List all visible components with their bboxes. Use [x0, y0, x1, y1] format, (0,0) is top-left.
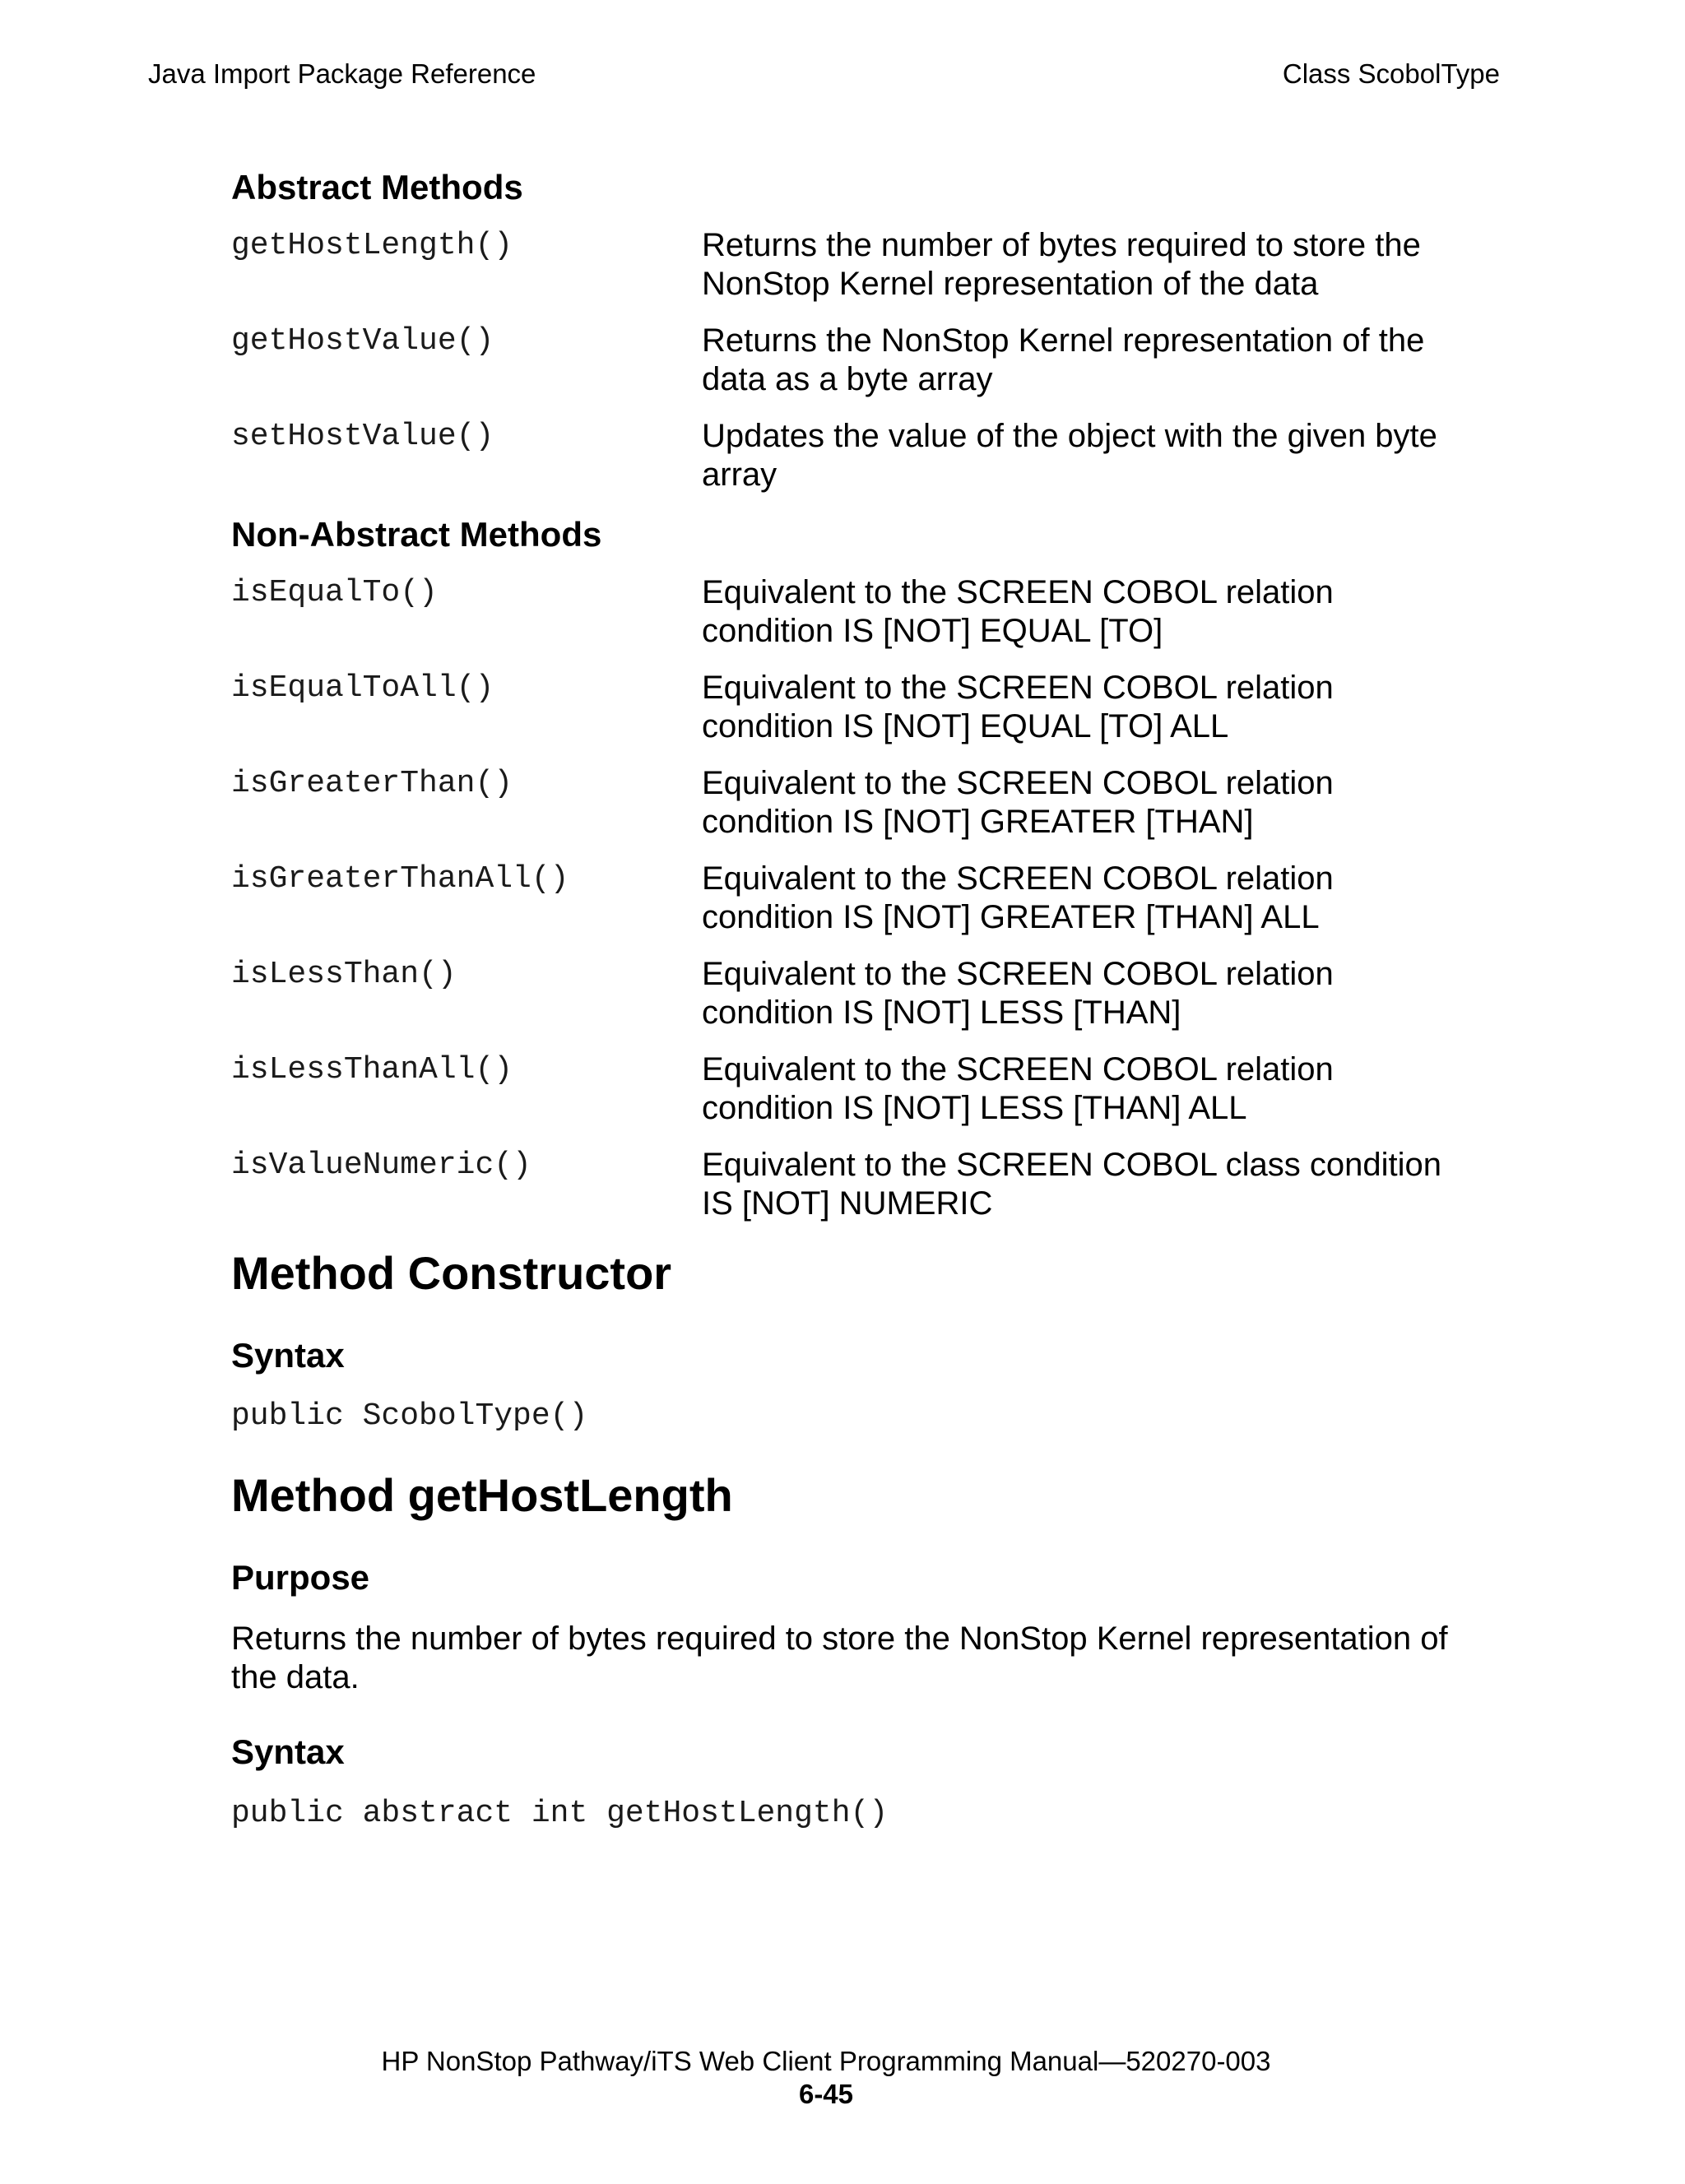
- method-row: [231, 764, 1465, 842]
- method-row: [231, 955, 1465, 1032]
- method-description: Equivalent to the SCREEN COBOL relation condition IS [NOT] EQUAL [TO]: [702, 574, 1334, 649]
- purpose-heading: Purpose: [231, 1558, 370, 1597]
- running-header-left: Java Import Package Reference: [148, 58, 536, 89]
- running-header-right: Class ScobolType: [1282, 58, 1500, 89]
- method-name: isLessThanAll(): [231, 1052, 513, 1087]
- method-row: [231, 322, 1465, 399]
- method-description: Returns the number of bytes required to store the NonStop Kernel representation of the data: [702, 227, 1421, 302]
- method-name: isLessThan(): [231, 957, 457, 992]
- non-abstract-methods-list: [231, 573, 1465, 1223]
- method-description: Updates the value of the object with the given byte array: [702, 418, 1437, 493]
- method-name: setHostValue(): [231, 419, 494, 454]
- method-name: isValueNumeric(): [231, 1148, 531, 1183]
- method-description: Equivalent to the SCREEN COBOL relation condition IS [NOT] GREATER [THAN] ALL: [702, 860, 1334, 935]
- abstract-methods-heading: Abstract Methods: [231, 168, 523, 206]
- constructor-syntax-heading: Syntax: [231, 1336, 345, 1375]
- method-row: [231, 1146, 1465, 1223]
- method-name: isGreaterThanAll(): [231, 861, 569, 897]
- method-row: [231, 573, 1465, 651]
- method-description: Equivalent to the SCREEN COBOL relation condition IS [NOT] GREATER [THAN]: [702, 765, 1334, 840]
- method-description: Equivalent to the SCREEN COBOL relation condition IS [NOT] LESS [THAN] ALL: [702, 1051, 1334, 1126]
- method-row: [231, 1050, 1465, 1128]
- page-footer: [0, 2045, 1652, 2111]
- page-content: [231, 167, 1465, 1833]
- method-name: getHostValue(): [231, 323, 494, 359]
- method-description: Returns the NonStop Kernel representation of the data as a byte array: [702, 322, 1425, 397]
- page-number: 6-45: [798, 2079, 854, 2109]
- method-name: isEqualTo(): [231, 575, 438, 610]
- purpose-text: Returns the number of bytes required to store the NonStop Kernel representation of the data.: [231, 1621, 1448, 1695]
- method-description: Equivalent to the SCREEN COBOL relation condition IS [NOT] LESS [THAN]: [702, 956, 1334, 1031]
- non-abstract-methods-heading: Non-Abstract Methods: [231, 515, 602, 554]
- footer-manual-title: HP NonStop Pathway/iTS Web Client Programming Manual—520270-003: [381, 2046, 1271, 2076]
- method-row: [231, 860, 1465, 937]
- gethostlength-syntax-heading: Syntax: [231, 1732, 345, 1771]
- method-gethostlength-heading: Method getHostLength: [231, 1469, 733, 1521]
- method-description: Equivalent to the SCREEN COBOL class condition IS [NOT] NUMERIC: [702, 1147, 1441, 1222]
- method-name: isGreaterThan(): [231, 766, 513, 801]
- method-row: [231, 417, 1465, 494]
- method-description: Equivalent to the SCREEN COBOL relation condition IS [NOT] EQUAL [TO] ALL: [702, 670, 1334, 744]
- method-row: [231, 226, 1465, 304]
- constructor-syntax-code: public ScobolType(): [231, 1398, 588, 1434]
- method-constructor-heading: Method Constructor: [231, 1247, 672, 1299]
- method-name: getHostLength(): [231, 228, 513, 263]
- gethostlength-syntax-code: public abstract int getHostLength(): [231, 1796, 889, 1831]
- method-name: isEqualToAll(): [231, 670, 494, 706]
- abstract-methods-list: [231, 226, 1465, 494]
- method-row: [231, 669, 1465, 746]
